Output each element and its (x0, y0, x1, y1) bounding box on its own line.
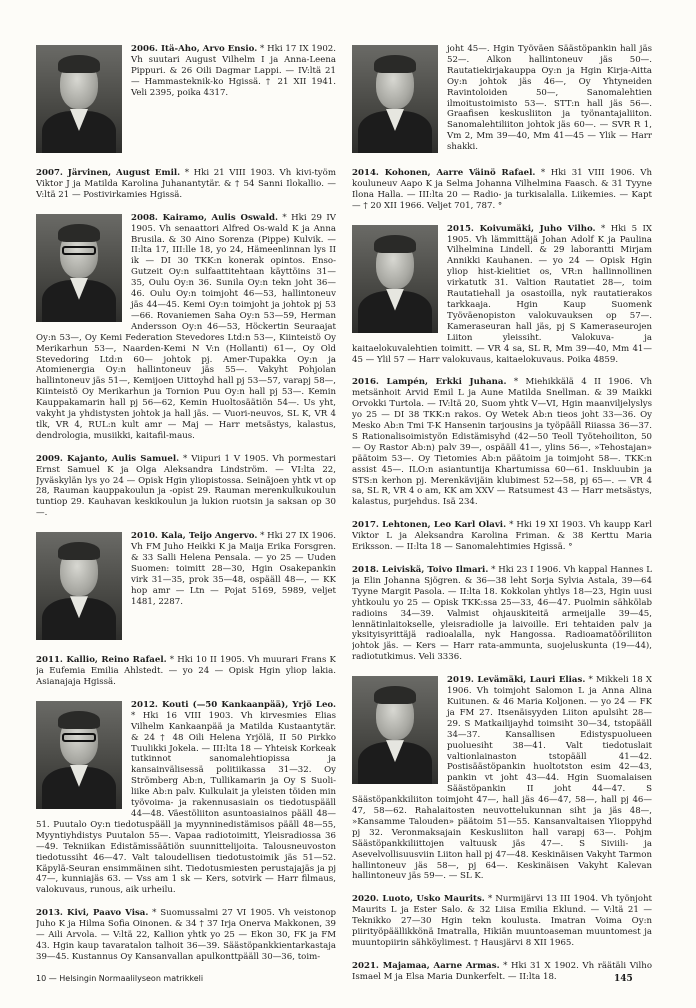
right-column (352, 44, 652, 995)
entry-2009 (36, 454, 336, 519)
entry-2010 (36, 531, 336, 643)
entry-2007 (36, 168, 336, 201)
entry-2012 (36, 700, 336, 896)
entry-text: * Hki 5 IX 1905. Vh lämmittäjä Johan Adolf K ja Paulina Vilhelmina Lindell. & 29 laborantti Mirjam Annikki Kauhanen. — yo 24 — Opisk Hgin yliop hist-kielitiet os, VR:n hallinnollinen virkatutk 31. Valtion Rautatiet 28—, toim Rautatiehall ja osastoilla, nyk rautatierakos tarkkaaja. Hgin Kaup Suomenk Työväenopiston valokuvauksen op 57—. Kameraseuran hall jäs, pj S Kameraseurojen Liiton yleissiht. Valokuva- ja kaitaelokuvalehtien toimitt. — VR 4 sa, SL R, Mm 39—40, Mm 41—45 — Ylil 57 — Harr valokuvaus, kaitaelokuvaus. Poika 4859. (352, 223, 652, 365)
entry-heading: 2015. Koivumäki, Juho Vilho. (447, 223, 596, 234)
entry-heading: 2007. Järvinen, August Emil. (36, 168, 181, 178)
entry-text: * Hki 31 X 1902. Vh räätäli Vilho Ismael M ja Elsa Maria Dunkerfelt. — II:lta 18. (352, 960, 652, 982)
entry-2015 (352, 224, 652, 366)
entry-heading: 2011. Kallio, Reino Rafael. (36, 655, 167, 666)
entry-heading: 2018. Leiviskä, Toivo Ilmari. (352, 565, 489, 575)
entry-2013-continued (352, 44, 652, 156)
portrait-photo (36, 45, 122, 153)
entry-text: * Miehikkälä 4 II 1906. Vh metsänhoit Arvid Emil L ja Aune Matilda Snellman. & 39 Maikki Orvokki Turtola. — IV:ltä 20, Suom yhtk V—VI, Hgin maanviljelyslys yo 25 — DI 38 TKK:n rakos. Oy Wetek Ab:n tieos joht 33—36. Oy Mesko Ab:n Tmi T-K Hansenin tarjousins ja työpääll Riiassa 36—37. S Rationalisoimistyön Edistämisyhd (42—50 Teoll Työtehoiliton, 50— Oy Rastor Ab:n) palv 39—, ospääll 41—, ylins 56—, »Tehostajan» päätoim 53—. Oy Tietomies Ab:n päätoim ja toimjoht 58—. TKK:n assist 45—. ILO:n asiantuntija Khartumissa 60—61. Inskluubin ja STS:n kerhon pj. Merenkävijäin klubimest 52—58, pj 65—. — VR 4 sa, SL R, VR 4 o am, KK am XXV — Ratsumest 43 — Harr metsästys, kalastus, purjehdus. Isä 234. (352, 377, 652, 508)
entry-heading: 2017. Lehtonen, Leo Karl Olavi. (352, 520, 507, 531)
entry-2021 (352, 961, 652, 983)
entry-2019 (352, 675, 652, 882)
entry-heading: 2012. Kouti (—50 Kankaanpää), Yrjö Leo. (131, 699, 336, 710)
entry-heading: 2014. Kohonen, Aarre Väinö Rafael. (352, 168, 536, 178)
entry-2013 (36, 908, 336, 963)
entry-text: * Mikkeli 18 X 1906. Vh toimjoht Salomon L ja Anna Alina Kuitunen. & 46 Maria Koljonen. — yo 24 — FK ja FM 27. Itsenäisyyden Liiton apulsiht 28—29. S Matkailijayhd toimsiht 30—34, tstopääll 34—37. Kansallisen Edistyspuolueen puoluesiht 38—41. Valt tiedotuslait valtionlainaston tstopääll 41—42. Postisäästöpankin huoltotston esim 42—43, pankin vt joht 43—44. Hgin Suomalaisen Säästöpankin II joht 44—47. S Säästöpankkiliiton toimjoht 47—, hall jäs 46—47, 58—, hall pj 46—47, 58—62. Rahalaitosten neuvottelukunnan siht ja jäs 48—, »Kansamme Talouden» päätoim 51—55. Kansanvaltaisen Ylioppyhd pj 32. Veronmaksajain Keskusliiton hall varapj 63—. Pohjm Säästöpankkiliittojen valtuusk jäs 47—. S Siviili- ja Asevelvollisuusviin Liiton hall pj 47—48. Keskinäisen Vakyht Tarmon hallintoneuv jäs 58—, pj 64—. Keskinäisen Vakyht Kalevan hallintoneuv jäs 59—. — SL K. (352, 675, 652, 882)
entry-2017 (352, 520, 652, 553)
portrait-photo (352, 676, 438, 784)
entry-heading: 2020. Luoto, Usko Maurits. (352, 894, 485, 905)
footer-source-label: 10 — Helsingin Normaalilyseon matrikkeli (36, 974, 204, 983)
entry-text: * Hki 10 II 1905. Vh muurari Frans K ja Eufemia Emilia Ahlstedt. — yo 24 — Opisk Hgin yliop lakia. Asianajaja Hgissä. (36, 655, 336, 687)
entry-heading: 2009. Kajanto, Aulis Samuel. (36, 453, 180, 464)
entry-text: joht 45—. Hgin Työväen Säästöpankin hall jäs 52—. Alkon hallintoneuv jäs 50—. Rautatiekirjakauppa Oy:n ja Hgin Kirja-Aitta Oy:n johtok jäs 46—, Oy Yhtyneiden Ravintoloiden 50—, Sanomalehtien ilmoitustoimisto 53—. STT:n hall jäs 56—. Graafisen keskusliiton ja työnantajaliiton. Sanomalehtiliiton johtok jäs 60—. — SVR R 1, Vm 2, Mm 39—40, Mm 41—45 — Ylik — Harr shakki. (447, 44, 652, 153)
entry-heading: 2016. Lampén, Erkki Juhana. (352, 377, 507, 388)
portrait-photo (36, 532, 122, 640)
entry-2018 (352, 565, 652, 663)
entry-text: * Viipuri 1 V 1905. Vh pormestari Ernst Samuel K ja Olga Aleksandra Lindström. — VI:lta 22, Jyväskylän lys yo 24 — Opisk Hgin yliopistossa. Seinäjoen yhtk vt op 28, Rauman kauppakoulun ja -opist 29. Rauman merenkulkukoulun tuntiop 29. Kauhavan keskikoulun ja lukion ruotsin ja saksan op 30—. (36, 453, 336, 519)
entry-2014 (352, 168, 652, 212)
entry-2006 (36, 44, 336, 156)
entry-heading: 2006. Itä-Aho, Arvo Ensio. (131, 44, 258, 54)
entry-text: * Hki 27 IX 1906. Vh FM Juho Heikki K ja Maija Erika Forsgren. & 33 Salli Helena Pensala. — yo 25 — Uuden Suomen: toimitt 28—30, Hgin Osakepankin virk 31—35, prok 35—48, ospääll 48—, — KK hop amr — Ltn — Pojat 5169, 5989, veljet 1481, 2287. (131, 531, 336, 607)
entry-text: * Hki 21 VIII 1903. Vh kivi-työm Viktor J ja Matilda Karolina Juhanantytär. & † 54 Sanni Ilokallio. — V:ltä 21 — Postivirkamies Hgissä. (36, 168, 336, 200)
entry-heading: 2019. Levämäki, Lauri Elias. (447, 675, 586, 686)
entry-text: * Hki 17 IX 1902. Vh suutari August Vilhelm I ja Anna-Leena Pippuri. & 26 Oili Dagmar Lappi. — IV:ltä 21 — Hammasteknik-ko Hgissä. † 21 XII 1941. Veli 2395, poika 4317. (131, 44, 336, 98)
entry-text: * Suomussalmi 27 VI 1905. Vh veistonop Juho K ja Hilma Sofia Oinonen. & 34 † 37 Irja Onerva Makkonen, 39— Aili Arvola. — V:ltä 22, Kallion yhtk yo 25 — Ekon 30, FK ja FM 43. Hgin kaup tavaratalon talhoit 36—39. Säästöpankkientarkastaja 39—45. Kustannus Oy Kansanvallan apulkonttpääll 30—36, toim- (36, 908, 336, 962)
entry-2008 (36, 213, 336, 442)
portrait-photo (352, 225, 438, 333)
portrait-photo (36, 701, 122, 809)
entry-text: * Nurmijärvi 13 III 1904. Vh työnjoht Maurits L ja Ester Salo. & 32 Liisa Emilia Eklund. — V:ltä 21 — Teknikko 27—30 Hgin tekn koulusta. Imatran Voima Oy:n piirityöpäällikkönä Imatralla, Hikiän muuntoaseman muuntomest ja muuntopiirin sähköylimest. † Hausjärvi 8 XII 1965. (352, 894, 652, 948)
portrait-photo (352, 45, 438, 153)
entry-heading: 2021. Majamaa, Aarne Armas. (352, 960, 500, 971)
entry-text: * Hki 31 VIII 1906. Vh kouluneuv Aapo K ja Selma Johanna Vilhelmina Faasch. & 31 Tyyne Ilona Halla. — III:lta 20 — Radio- ja turkisalalla. Liikemies. — Kapt — † 20 XII 1966. Veljet 701, 787. ° (352, 168, 652, 211)
entry-text: * Hki 23 I 1906. Vh kappal Hannes L ja Elin Johanna Sjögren. & 36—38 leht Sorja Sylvia Astala, 39—64 Tyyne Margit Pasola. — II:lta 18. Kokkolan yhtlys 18—23, Hgin uusi yhtkoulu yo 25 — Opisk TKK:ssa 25—33, 46—47. Puolmin sähkölab radioins 34—39. Valmist ohjauskiteitä armeijalle 39—45, lennätinlaitokselle, yleisradiolle ja laivoille. Eri tehtaiden palv ja yksityisyrittäjä radioalalla, nyk Hangossa. Radioamatööriliiton johtok jäs. — Kers — Harr rata-ammunta, suojeluskunta (19—44), radiotutkimus. Veli 3336. (352, 565, 652, 663)
left-column (36, 44, 336, 975)
entry-2011 (36, 655, 336, 688)
entry-heading: 2010. Kala, Teijo Angervo. (131, 531, 258, 542)
entry-heading: 2013. Kivi, Paavo Visa. (36, 908, 149, 919)
page-number: 145 (614, 974, 633, 984)
entry-text: * Hki 29 IV 1905. Vh senaattori Alfred Os-wald K ja Anna Brusila. & 30 Aino Sorenza (Pippe) Kulvik. — II:lta 17, III:lle 18, yo 24, Hämeenlinnan lys II ik — DI 30 TKK:n konerak opintos. Enso-Gutzeit Oy:n sulfaattitehtaan käyttöins 31—35, Oulu Oy:n 36. Sunila Oy:n tekn joht 36—46. Oulu Oy:n toimjoht 46—53, hallintoneuv jäs 44—45. Kemi Oy:n toimjoht ja johtok pj 53—66. Rovaniemen Saha Oy:n 53—59, Herman Andersson Oy:n 46—53, Höckertin Seuraajat Oy:n 53—, Oy Kemi Federation Stevedores Ltd:n 53—, Kiinteistö Oy Merikarhun 53—, Naarden-Kemi N V:n (Hollanti) 61—, Oy Old Stevedoring Ltd:n 60— johtok pj. Amer-Tupakka Oy:n ja Atomienergia Oy:n hallintoneuv jäs 55—. Vakyht Pohjolan hallintoneuv jäs 51—, Kemijoen Uittoyhd hall pj 53—57, varapj 58—, Kiinteistö Oy Merikarhun ja Tornion Puu Oy:n hall pj 53—. Kemin Kauppakamarin hall pj 56—62, Kemin Huoltosäätiön 54—. Us yht, vakyht ja yhdistysten johtok ja hall jäs. — Vuori-neuvos, SL K, VR 4 tlk, VR 4, RUL:n kult amr — Maj — Harr metsästys, kalastus, dendrologia, musiikki, kaitafil-maus. (36, 212, 336, 441)
entry-2020 (352, 894, 652, 949)
entry-2016 (352, 377, 652, 508)
portrait-photo (36, 214, 122, 322)
entry-text: * Hki 19 XI 1903. Vh kaupp Karl Viktor L ja Aleksandra Karolina Friman. & 38 Kerttu Maria Eriksson. — II:lta 18 — Sanomalehtimies Hgissä. ° (352, 520, 652, 553)
entry-text: * Hki 16 VIII 1903. Vh kirvesmies Elias Vilhelm Kankaanpää ja Matilda Kustaantytär. & 24 † 48 Oili Helena Yrjölä, II 50 Pirkko Tuulikki Jokela. — III:lta 18 — Yhteisk Korkeak tutkinnot sanomalehtiopissa ja kansainvälisessä politiikassa 31—32. Oy Strömberg Ab:n, Tullikamarin ja Oy S Suoli-liike Ab:n palv. Kulkulait ja yleisten töiden min työvoima- ja rakennusasiain os tiedotuspääll 44—48. Väestöliiton asuntoasiainos pääll 48—51. Puutalo Oy:n tiedotuspääll ja myynninedistämisos pääll 48—55, Myyntiyhdistys Puutalon 55—. Vapaa radiotoimitt, Yleisradiossa 36—49. Tekniikan Edistämissäätiön suunnittelijoita. Talousneuvoston tiedotussiht 46—47. Valt taloudellisen tiedotustoimik jäs 51—52. Käpylä-Seuran ensimmäinen siht. Tiedotusmiesten perustajajäs ja pj 47—, kunniajäs 63. — Vss am 1 sk — Kers, sotvirk — Harr filmaus, valokuvaus, runous, aik urheilu. (36, 710, 336, 896)
entry-heading: 2008. Kairamo, Aulis Oswald. (131, 212, 279, 223)
